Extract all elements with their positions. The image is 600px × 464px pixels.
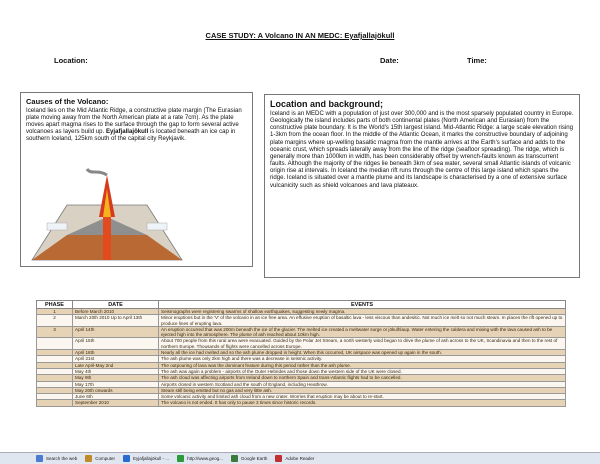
document-title: CASE STUDY: A Volcano IN AN MEDC: Eyafjallajökull xyxy=(205,31,395,40)
app-icon xyxy=(231,455,238,462)
table-row xyxy=(37,338,566,350)
taskbar-button[interactable] xyxy=(229,454,271,463)
table-header-row xyxy=(37,301,566,309)
cell-phase: 3 xyxy=(37,326,73,338)
windows-taskbar xyxy=(0,452,600,464)
cell-event: An eruption occurred that was 200m beneath the ice of the glacier. The melted ice created a meltwater surge or jökulhlaup. Water entering the caldera and mixing with the lava caused ash to be ejected high into the atmosphere. The plume of ash reached about 10km high. xyxy=(159,326,566,338)
causes-box xyxy=(20,92,253,267)
taskbar-label: Google Earth xyxy=(240,456,268,461)
cell-event: Seismographs were registering swarms of shallow earthquakes, suggesting newly magma. xyxy=(159,309,566,315)
header-date: DATE xyxy=(73,301,159,309)
cell-date: May 9th xyxy=(73,375,159,381)
location-text: Iceland is an MEDC with a population of just over 300,000 and is the most sparsely populated country in Europe. Geologically the island includes parts of both continental plates (North American and Eurasian) from the constructive plate boundary. It is the World's 15th largest island. Mid-Atlantic Ridge: a large scale elevation rising 1-3km from the ocean floor. In the middle of the Atlantic Ocean, it marks the constructive boundary of adjoining plate margins where up-welling basaltic magma from the mantle arrives at the Earth's surface and adds to the oceanic crust, which spreads laterally away from the line of the ridge (seafloor spreading). The ridge, which is generally more than 1000km in width, has been considerably offset by wrench-faults known as transcurrent faults. Although the majority of the ridges lie beneath 3km of sea water, several small Atlantic islands of volcanic origin rise at intervals. In Iceland the median rift runs through the centre of this large island which spans the ridge. Iceland is situated over a mantle plume and its landscape is characterised by a one of extensive surface vulcanicity such as shield volcanoes and lava plateaux. xyxy=(270,110,574,189)
table-row xyxy=(37,315,566,327)
cell-event: The volcano is not ended. It has only to pause 3 times since historic records. xyxy=(159,400,566,406)
taskbar-label: http://www.geog... xyxy=(187,456,223,461)
taskbar-button[interactable] xyxy=(121,454,172,463)
taskbar-label: Computer xyxy=(95,456,116,461)
app-icon xyxy=(85,455,92,462)
causes-text: Iceland lies on the Mid Atlantic Ridge, a constructive plate margin (The Eurasian plate moving away from the North American plate at a rate 7cm). As the plate moves apart magma rises to the surface through the gap to form several active volcanoes as layers build up. Eyjafjallajökull is located beneath an ice cap in southern Iceland, 125km south of the capital city Reykjavik. xyxy=(26,107,242,143)
table-row xyxy=(37,400,566,406)
cell-date: April 14th xyxy=(73,326,159,338)
cell-date: April 15th xyxy=(73,338,159,350)
table-row xyxy=(37,326,566,338)
header-events: EVENTS xyxy=(159,301,566,309)
cell-event: Nearly all the ice had melted and so the ash plume dropped in height. When this occurred, UK airspace was opened up again in the south. xyxy=(159,350,566,356)
app-icon xyxy=(123,455,130,462)
cell-date: Late April-May 2nd xyxy=(73,362,159,368)
header-phase: PHASE xyxy=(37,301,73,309)
taskbar-button[interactable] xyxy=(175,454,226,463)
location-background-box xyxy=(264,94,580,278)
cell-event: About 700 people from this rural area were evacuated. Guided by the Polar Jet Stream, a north westerly wind began to drive the plume of ash across to the UK, Scandinavia and then to the rest of northern Europe. Thousands of flights were cancelled across Europe. xyxy=(159,338,566,350)
date-label: Date: xyxy=(380,56,399,65)
cell-date: May 20th onwards xyxy=(73,387,159,393)
taskbar-label: Eyjafjallajökull - ... xyxy=(133,456,170,461)
taskbar-label: Adobe Reader xyxy=(285,456,315,461)
cell-event: The ash cloud was affecting airports from Ireland down to northern Spain and trans-Atlantic flights had to be cancelled. xyxy=(159,375,566,381)
taskbar-button[interactable] xyxy=(34,454,80,463)
app-icon xyxy=(275,455,282,462)
cell-phase xyxy=(37,400,73,406)
location-heading: Location and background; xyxy=(270,99,384,109)
cell-event: The ash plume was only 2km high and there was a decrease in seismic activity. xyxy=(159,356,566,362)
cell-event: Some volcanic activity and limited ash cloud from a new crater. Worries that eruption may be about to re-start. xyxy=(159,394,566,400)
cell-phase: 1 xyxy=(37,309,73,315)
volcano-diagram-illustration xyxy=(27,165,187,265)
cell-event: The ash was again a problem - airports of the Outer Hebrides and those down the western side of the UK were closed. xyxy=(159,368,566,374)
time-label: Time: xyxy=(467,56,487,65)
app-icon xyxy=(36,455,43,462)
taskbar-button[interactable] xyxy=(273,454,317,463)
taskbar-button[interactable] xyxy=(83,454,118,463)
cell-event: Airports closed in western Scotland and the south of England, including Heathrow. xyxy=(159,381,566,387)
taskbar-label: Search the web xyxy=(46,456,78,461)
causes-heading: Causes of the Volcano: xyxy=(26,97,109,106)
cell-event: Steam still being emitted but no gas and very little ash. xyxy=(159,387,566,393)
cell-event: The outpouring of lava was the dominant feature during this period rather than the ash plume. xyxy=(159,362,566,368)
cell-date: April 18th xyxy=(73,350,159,356)
cell-event: Minor eruptions but in the 'V' of the volcano in an ice free area. An effusive eruption of basaltic lava - less viscous than andesitic. Not much ice melt so not much steam. In places the rift opened up to produce lines of erupting lava. xyxy=(159,315,566,327)
cell-date: March 20th 2010 Up to April 13th xyxy=(73,315,159,327)
cell-date: September 2010 xyxy=(73,400,159,406)
cell-date: May 17th xyxy=(73,381,159,387)
cell-phase xyxy=(37,338,73,350)
cell-phase: 2 xyxy=(37,315,73,327)
cell-date: June 6th xyxy=(73,394,159,400)
cell-date: April 21st xyxy=(73,356,159,362)
location-label: Location: xyxy=(54,56,88,65)
cell-date: Before March 2010 xyxy=(73,309,159,315)
cell-date: May 4th xyxy=(73,368,159,374)
timeline-table xyxy=(36,300,566,442)
app-icon xyxy=(177,455,184,462)
